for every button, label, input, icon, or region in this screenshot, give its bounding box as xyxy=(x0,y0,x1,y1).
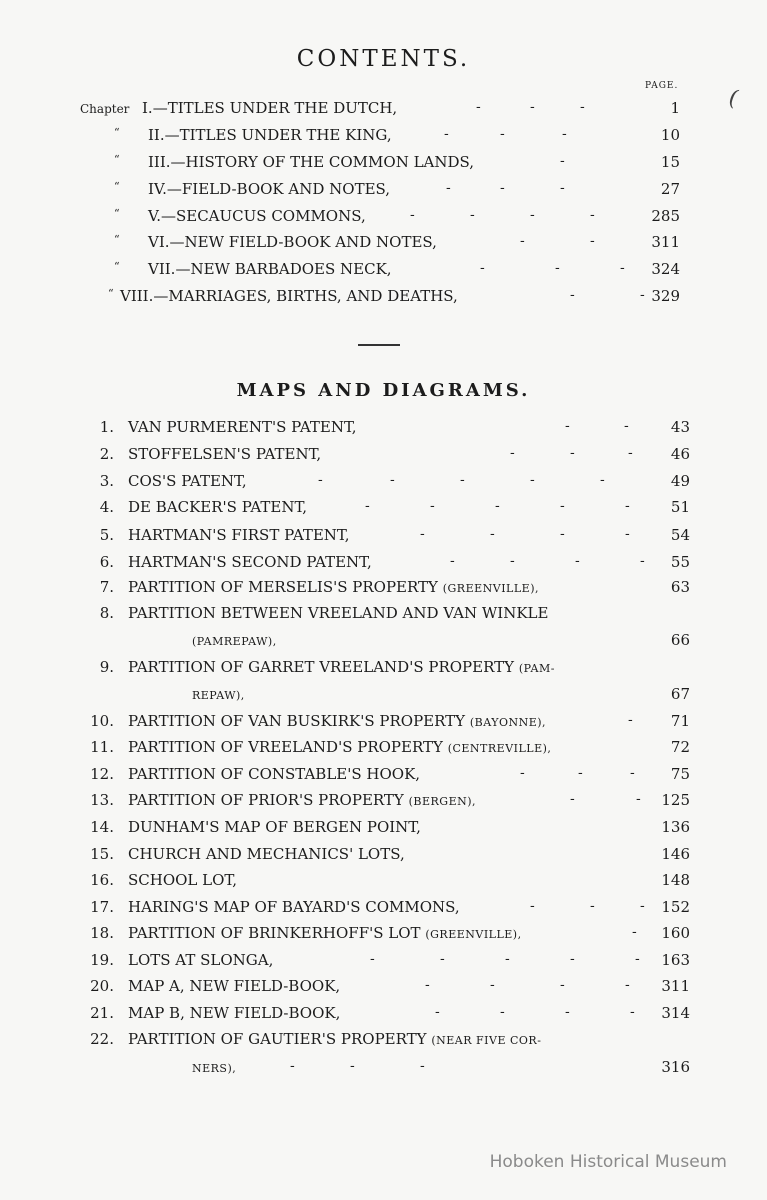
contents-title: CONTENTS. xyxy=(296,46,471,72)
map-title xyxy=(128,1004,340,1022)
map-row xyxy=(80,924,690,951)
map-page-number: 63 xyxy=(670,578,690,596)
map-row xyxy=(80,712,690,739)
chapter-row xyxy=(108,287,680,314)
map-number: 2. xyxy=(99,445,114,463)
leader-dot: - xyxy=(390,472,395,488)
map-number: 12. xyxy=(90,765,114,783)
map-row xyxy=(80,418,690,445)
map-title-text: PARTITION OF GARRET VREELAND'S PROPERTY xyxy=(128,658,515,676)
map-number: 11. xyxy=(90,738,114,756)
map-location-note: (GREENVILLE), xyxy=(425,928,522,941)
map-page-number: 72 xyxy=(670,738,690,756)
leader-dot: - xyxy=(290,1058,295,1074)
chapter-page-number: 311 xyxy=(651,233,680,251)
leader-dot: - xyxy=(590,207,595,223)
maps-title: MAPS AND DIAGRAMS. xyxy=(236,380,531,401)
map-title xyxy=(128,738,551,756)
map-row xyxy=(80,951,690,978)
chapter-prefix: “ xyxy=(114,153,120,166)
chapter-title: VIII.—MARRIAGES, BIRTHS, AND DEATHS, xyxy=(120,287,458,305)
map-title xyxy=(128,553,372,571)
map-title xyxy=(128,765,420,783)
map-title-text: PARTITION OF MERSELIS'S PROPERTY xyxy=(128,578,438,596)
leader-dot: - xyxy=(370,951,375,967)
map-row xyxy=(80,578,690,605)
leader-dot: - xyxy=(630,1004,635,1020)
leader-dot: - xyxy=(570,951,575,967)
chapter-prefix: “ xyxy=(114,260,120,273)
map-title-text: PARTITION OF VAN BUSKIRK'S PROPERTY xyxy=(128,712,466,730)
map-page-number: 314 xyxy=(661,1004,690,1022)
map-page-number: 316 xyxy=(661,1058,690,1076)
map-row xyxy=(80,1058,690,1085)
map-row xyxy=(80,604,690,631)
leader-dot: - xyxy=(490,526,495,542)
map-row xyxy=(80,818,690,845)
map-number: 1. xyxy=(99,418,114,436)
chapter-title: V.—SECAUCUS COMMONS, xyxy=(148,207,366,225)
map-location-note: (PAMREPAW), xyxy=(192,635,277,648)
map-title xyxy=(128,526,349,544)
map-title xyxy=(128,418,357,436)
leader-dot: - xyxy=(560,498,565,514)
map-title-text: PARTITION OF PRIOR'S PROPERTY xyxy=(128,791,404,809)
leader-dot: - xyxy=(640,898,645,914)
chapter-row xyxy=(114,153,680,180)
leader-dot: - xyxy=(630,765,635,781)
map-page-number: 136 xyxy=(661,818,690,836)
map-row xyxy=(80,658,690,685)
leader-dot: - xyxy=(590,898,595,914)
map-location-note: NERS), xyxy=(192,1062,237,1075)
map-row xyxy=(80,1030,690,1057)
map-title xyxy=(128,578,539,596)
map-title xyxy=(128,951,273,969)
leader-dot: - xyxy=(470,207,475,223)
map-title xyxy=(128,924,522,942)
map-row xyxy=(80,898,690,925)
leader-dot: - xyxy=(640,553,645,569)
map-title xyxy=(128,604,548,622)
chapter-page-number: 285 xyxy=(651,207,680,225)
leader-dot: - xyxy=(628,712,633,728)
leader-dot: - xyxy=(555,260,560,276)
leader-dot: - xyxy=(480,260,485,276)
margin-mark: ( xyxy=(724,85,742,112)
leader-dot: - xyxy=(420,1058,425,1074)
map-page-number: 148 xyxy=(661,871,690,889)
map-number: 17. xyxy=(90,898,114,916)
page-column-label: PAGE. xyxy=(645,81,679,91)
map-number: 6. xyxy=(99,553,114,571)
map-location-note: (BAYONNE), xyxy=(469,716,547,729)
chapter-row xyxy=(114,207,680,234)
chapter-title: II.—TITLES UNDER THE KING, xyxy=(148,126,392,144)
map-number: 18. xyxy=(90,924,114,942)
map-title-text: MAP B, NEW FIELD-BOOK, xyxy=(128,1004,341,1022)
leader-dot: - xyxy=(490,977,495,993)
map-row xyxy=(80,685,690,712)
map-number: 9. xyxy=(99,658,114,676)
map-page-number: 163 xyxy=(661,951,690,969)
map-title-text: CHURCH AND MECHANICS' LOTS, xyxy=(128,845,405,863)
leader-dot: - xyxy=(476,99,481,115)
map-row xyxy=(80,871,690,898)
map-location-note: (NEAR FIVE COR- xyxy=(431,1034,542,1047)
chapter-row xyxy=(114,126,680,153)
map-number: 7. xyxy=(99,578,114,596)
leader-dot: - xyxy=(530,472,535,488)
map-row xyxy=(80,791,690,818)
chapter-prefix: “ xyxy=(114,180,120,193)
leader-dot: - xyxy=(505,951,510,967)
map-number: 20. xyxy=(90,977,114,995)
chapter-row xyxy=(114,233,680,260)
leader-dot: - xyxy=(520,765,525,781)
map-location-note: REPAW), xyxy=(192,689,245,702)
map-page-number: 43 xyxy=(670,418,690,436)
map-location-note: (BERGEN), xyxy=(408,795,477,808)
chapter-title: IV.—FIELD-BOOK AND NOTES, xyxy=(148,180,391,198)
map-page-number: 146 xyxy=(661,845,690,863)
chapter-row xyxy=(80,99,680,126)
map-title xyxy=(128,871,237,889)
map-title xyxy=(128,445,321,463)
map-row xyxy=(80,445,690,472)
leader-dot: - xyxy=(430,498,435,514)
leader-dot: - xyxy=(420,526,425,542)
map-title xyxy=(128,845,405,863)
chapter-prefix: Chapter xyxy=(80,102,130,116)
map-title-text: VAN PURMERENT'S PATENT, xyxy=(128,418,357,436)
map-title xyxy=(128,977,340,995)
map-page-number: 152 xyxy=(661,898,690,916)
chapter-page-number: 10 xyxy=(660,126,680,144)
map-title xyxy=(192,1058,236,1076)
leader-dot: - xyxy=(580,99,585,115)
map-page-number: 160 xyxy=(661,924,690,942)
leader-dot: - xyxy=(624,418,629,434)
map-page-number: 55 xyxy=(670,553,690,571)
leader-dot: - xyxy=(570,445,575,461)
leader-dot: - xyxy=(625,977,630,993)
map-title xyxy=(128,898,460,916)
map-row xyxy=(80,472,690,499)
map-location-note: (GREENVILLE), xyxy=(442,582,539,595)
map-row xyxy=(80,1004,690,1031)
leader-dot: - xyxy=(570,791,575,807)
leader-dot: - xyxy=(636,791,641,807)
leader-dot: - xyxy=(460,472,465,488)
map-page-number: 51 xyxy=(670,498,690,516)
leader-dot: - xyxy=(410,207,415,223)
leader-dot: - xyxy=(500,180,505,196)
leader-dot: - xyxy=(500,1004,505,1020)
leader-dot: - xyxy=(560,526,565,542)
map-location-note: (CENTREVILLE), xyxy=(447,742,552,755)
leader-dot: - xyxy=(365,498,370,514)
chapter-prefix: “ xyxy=(108,287,114,300)
leader-dot: - xyxy=(530,99,535,115)
leader-dot: - xyxy=(440,951,445,967)
map-row xyxy=(80,977,690,1004)
map-title xyxy=(128,1030,541,1048)
leader-dot: - xyxy=(560,153,565,169)
map-number: 8. xyxy=(99,604,114,622)
map-page-number: 67 xyxy=(670,685,690,703)
map-location-note: (PAM- xyxy=(518,662,555,675)
map-number: 10. xyxy=(90,712,114,730)
map-title xyxy=(128,498,307,516)
map-title xyxy=(128,472,247,490)
leader-dot: - xyxy=(530,207,535,223)
map-page-number: 54 xyxy=(670,526,690,544)
map-title-text: PARTITION BETWEEN VREELAND AND VAN WINKLE xyxy=(128,604,549,622)
leader-dot: - xyxy=(560,180,565,196)
map-title-text: PARTITION OF CONSTABLE'S HOOK, xyxy=(128,765,421,783)
map-number: 21. xyxy=(90,1004,114,1022)
leader-dot: - xyxy=(635,951,640,967)
map-row xyxy=(80,738,690,765)
map-page-number: 125 xyxy=(661,791,690,809)
map-row xyxy=(80,631,690,658)
map-number: 15. xyxy=(90,845,114,863)
leader-dot: - xyxy=(350,1058,355,1074)
map-title xyxy=(192,631,277,649)
chapter-title: VII.—NEW BARBADOES NECK, xyxy=(148,260,392,278)
leader-dot: - xyxy=(632,924,637,940)
map-page-number: 46 xyxy=(670,445,690,463)
map-title xyxy=(192,685,245,703)
map-title xyxy=(128,791,476,809)
map-title-text: SCHOOL LOT, xyxy=(128,871,237,889)
map-row xyxy=(80,498,690,525)
map-title xyxy=(128,658,555,676)
map-title-text: HARING'S MAP OF BAYARD'S COMMONS, xyxy=(128,898,460,916)
map-row xyxy=(80,765,690,792)
leader-dot: - xyxy=(435,1004,440,1020)
map-number: 3. xyxy=(99,472,114,490)
leader-dot: - xyxy=(510,445,515,461)
leader-dot: - xyxy=(625,498,630,514)
map-title-text: HARTMAN'S SECOND PATENT, xyxy=(128,553,372,571)
chapter-title: I.—TITLES UNDER THE DUTCH, xyxy=(142,99,398,117)
map-page-number: 311 xyxy=(661,977,690,995)
chapter-prefix: “ xyxy=(114,207,120,220)
map-title-text: MAP A, NEW FIELD-BOOK, xyxy=(128,977,341,995)
chapter-page-number: 329 xyxy=(651,287,680,305)
leader-dot: - xyxy=(495,498,500,514)
section-divider xyxy=(358,344,400,346)
leader-dot: - xyxy=(562,126,567,142)
leader-dot: - xyxy=(450,553,455,569)
map-page-number: 71 xyxy=(670,712,690,730)
map-number: 19. xyxy=(90,951,114,969)
map-title-text: PARTITION OF GAUTIER'S PROPERTY xyxy=(128,1030,427,1048)
map-title-text: STOFFELSEN'S PATENT, xyxy=(128,445,322,463)
watermark: Hoboken Historical Museum xyxy=(489,1152,727,1172)
map-title-text: COS'S PATENT, xyxy=(128,472,247,490)
leader-dot: - xyxy=(575,553,580,569)
leader-dot: - xyxy=(565,418,570,434)
leader-dot: - xyxy=(446,180,451,196)
leader-dot: - xyxy=(510,553,515,569)
map-row xyxy=(80,526,690,553)
leader-dot: - xyxy=(444,126,449,142)
map-row xyxy=(80,553,690,580)
leader-dot: - xyxy=(520,233,525,249)
map-title-text: PARTITION OF VREELAND'S PROPERTY xyxy=(128,738,443,756)
map-page-number: 49 xyxy=(670,472,690,490)
map-title-text: DUNHAM'S MAP OF BERGEN POINT, xyxy=(128,818,421,836)
leader-dot: - xyxy=(578,765,583,781)
map-number: 4. xyxy=(99,498,114,516)
leader-dot: - xyxy=(530,898,535,914)
map-number: 5. xyxy=(99,526,114,544)
leader-dot: - xyxy=(500,126,505,142)
chapter-page-number: 324 xyxy=(651,260,680,278)
chapter-title: VI.—NEW FIELD-BOOK AND NOTES, xyxy=(148,233,437,251)
leader-dot: - xyxy=(590,233,595,249)
map-title-text: LOTS AT SLONGA, xyxy=(128,951,274,969)
leader-dot: - xyxy=(565,1004,570,1020)
leader-dot: - xyxy=(425,977,430,993)
map-title xyxy=(128,818,421,836)
chapter-page-number: 15 xyxy=(660,153,680,171)
map-page-number: 66 xyxy=(670,631,690,649)
chapter-row xyxy=(114,180,680,207)
map-title-text: DE BACKER'S PATENT, xyxy=(128,498,308,516)
leader-dot: - xyxy=(640,287,645,303)
chapter-prefix: “ xyxy=(114,233,120,246)
map-title-text: PARTITION OF BRINKERHOFF'S LOT xyxy=(128,924,421,942)
chapter-page-number: 1 xyxy=(670,99,680,117)
leader-dot: - xyxy=(560,977,565,993)
map-number: 14. xyxy=(90,818,114,836)
chapter-row xyxy=(114,260,680,287)
map-page-number: 75 xyxy=(670,765,690,783)
map-number: 13. xyxy=(90,791,114,809)
map-number: 16. xyxy=(90,871,114,889)
map-row xyxy=(80,845,690,872)
chapter-title: III.—HISTORY OF THE COMMON LANDS, xyxy=(148,153,475,171)
leader-dot: - xyxy=(620,260,625,276)
map-number: 22. xyxy=(90,1030,114,1048)
leader-dot: - xyxy=(625,526,630,542)
map-title-text: HARTMAN'S FIRST PATENT, xyxy=(128,526,350,544)
leader-dot: - xyxy=(570,287,575,303)
leader-dot: - xyxy=(600,472,605,488)
leader-dot: - xyxy=(318,472,323,488)
chapter-page-number: 27 xyxy=(660,180,680,198)
chapter-prefix: “ xyxy=(114,126,120,139)
map-title xyxy=(128,712,546,730)
leader-dot: - xyxy=(628,445,633,461)
